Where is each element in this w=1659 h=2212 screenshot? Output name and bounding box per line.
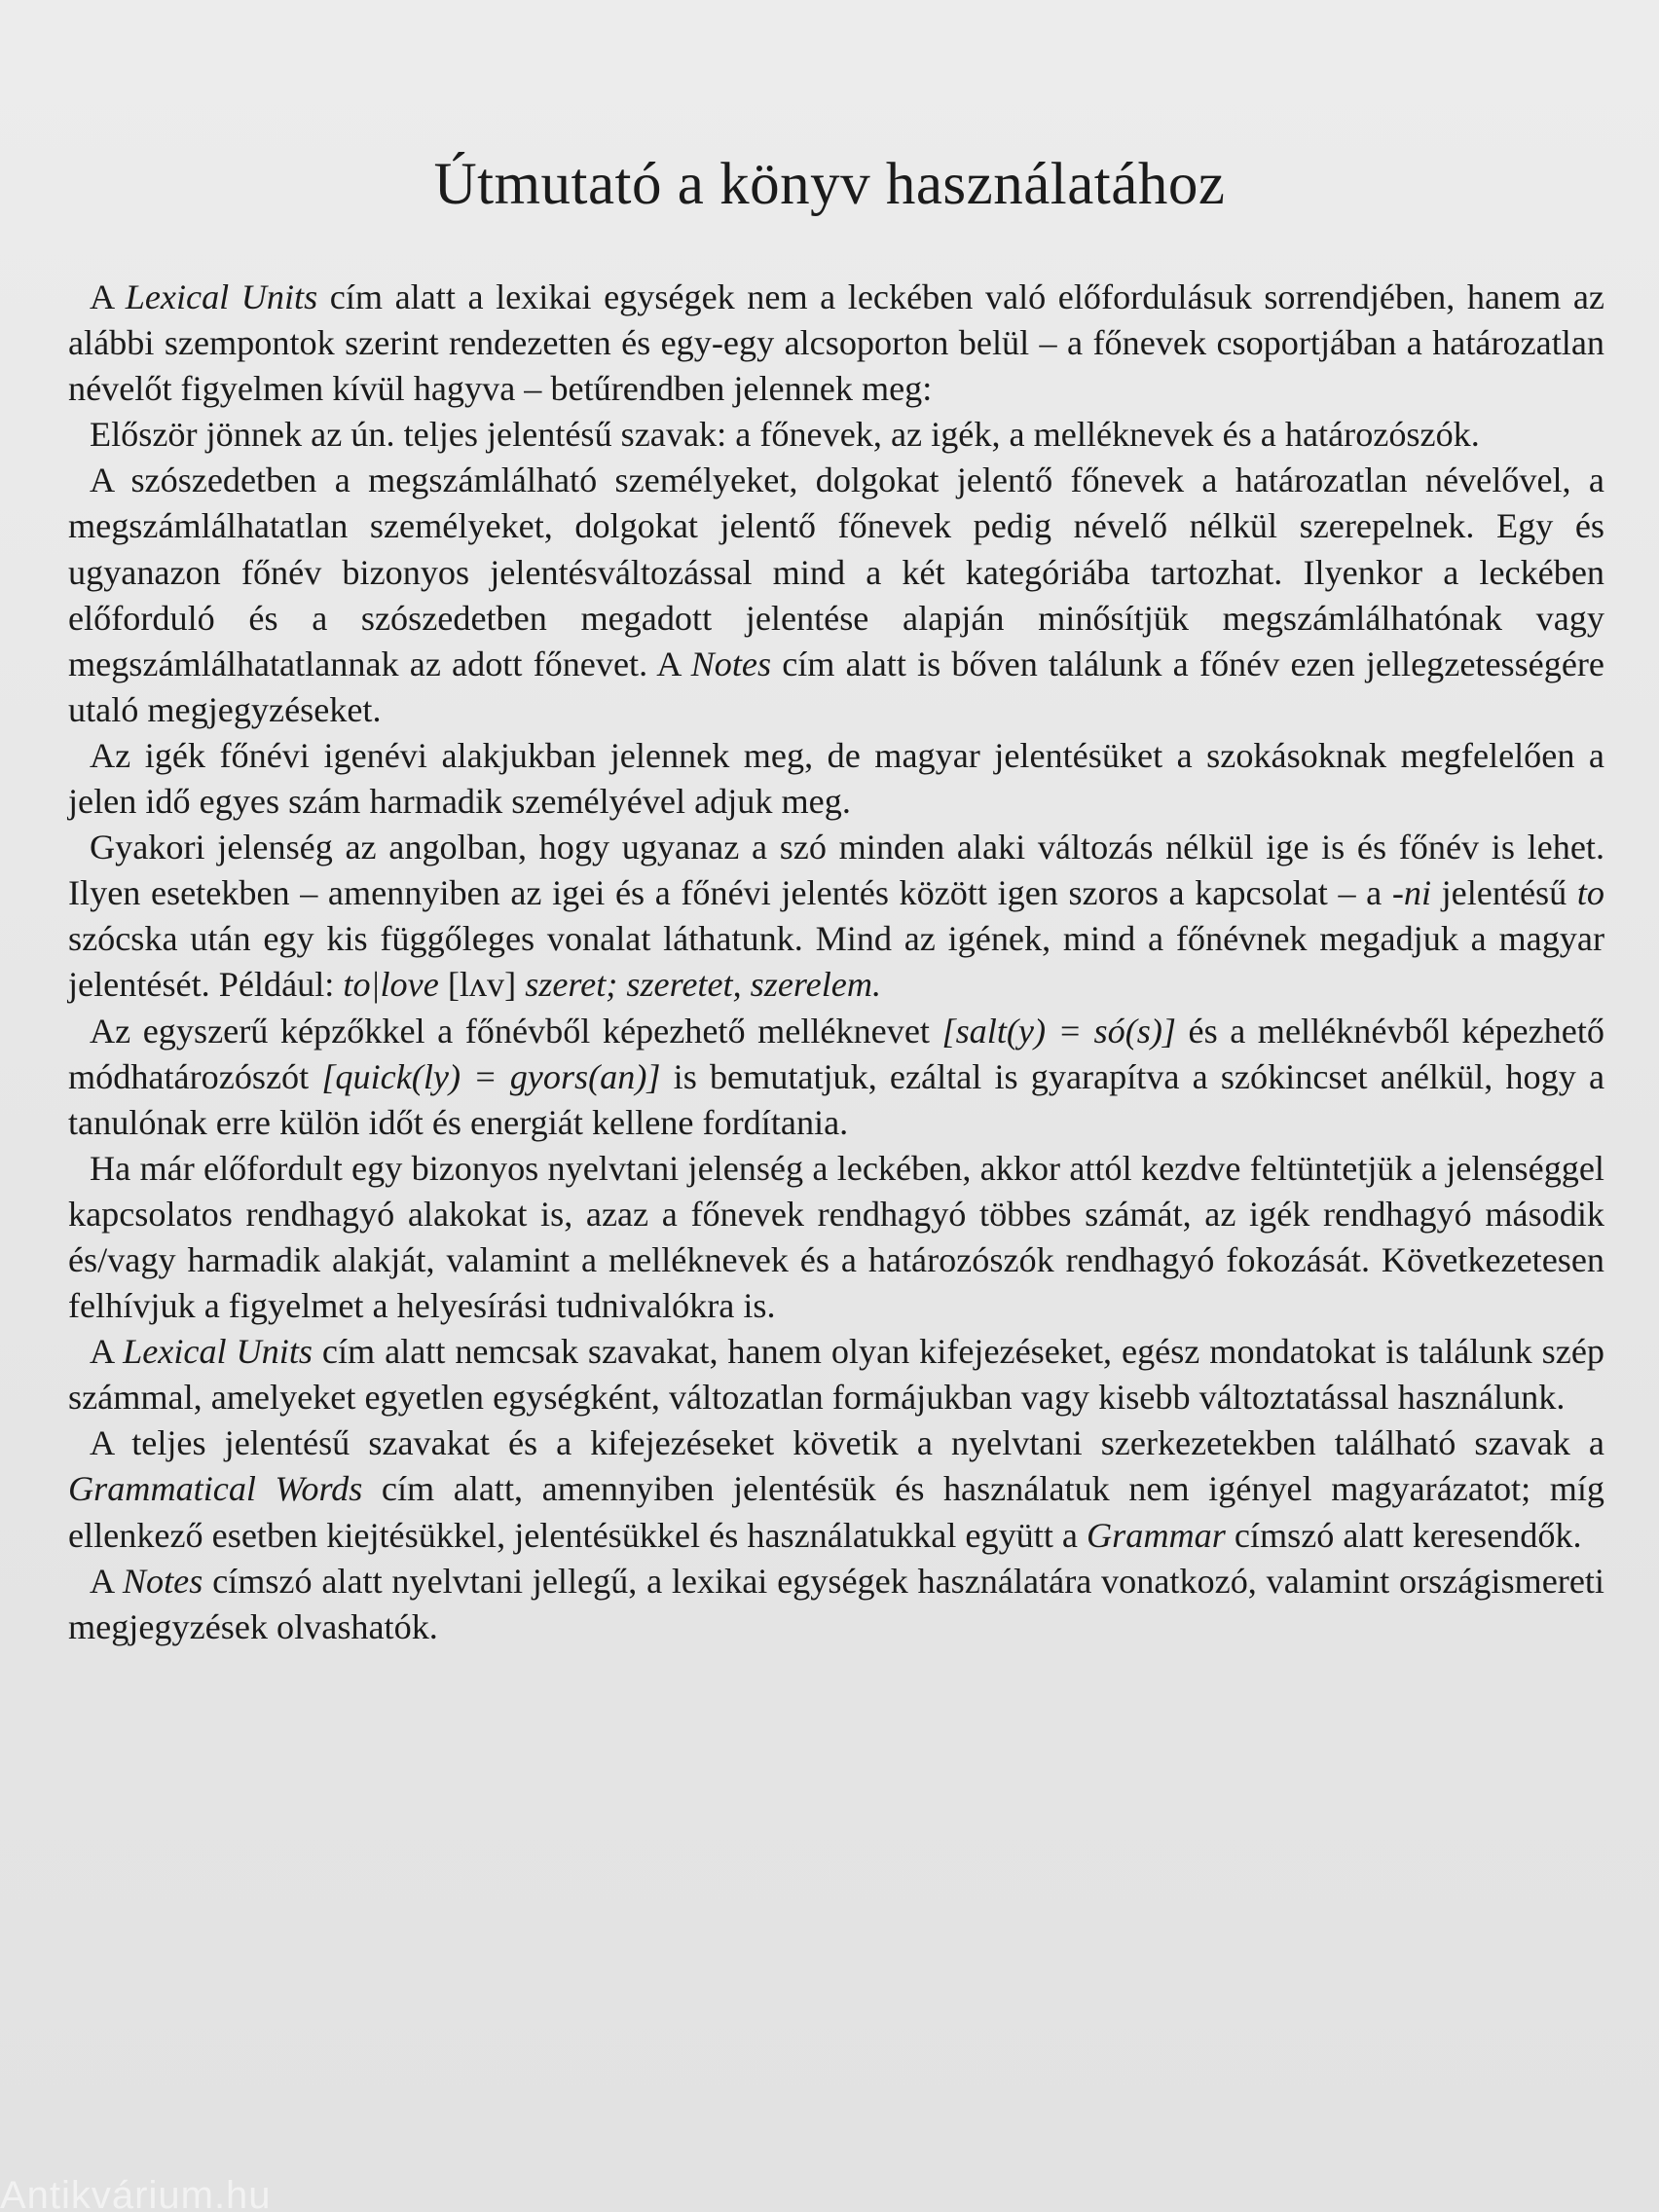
text-run: címszó alatt nyelvtani jellegű, a lexikai egységek használatára vonatkozó, valamint országismereti megjegyzések olvashatók. bbox=[68, 1561, 1604, 1646]
text-run: A szószedetben a megszámlálható személyeket, dolgokat jelentő főnevek a határozatlan névelővel, a megszámlálhatatlan személyeket, dolgokat jelentő főnevek pedig névelő nélkül szerepelnek. Egy és ugyanazon főnév bizonyos jelentésváltozással mind a két kategóriába tartozhat. Ilyenkor a leckében előforduló és a szószedetben megadott jelentése alapján minősítjük megszámlálhatónak vagy megszámlálhatatlannak az adott főnevet. A bbox=[68, 461, 1604, 683]
text-run: [lʌv] bbox=[438, 965, 526, 1005]
text-run: is bemutatjuk, ezáltal is gyarapítva a szókincset anélkül, hogy a tanulónak erre külön időt és energiát kellene fordítania. bbox=[68, 1056, 1605, 1142]
italic-term: Grammar bbox=[1087, 1515, 1226, 1555]
body-paragraph bbox=[68, 1329, 1604, 1420]
body-paragraph bbox=[68, 458, 1604, 733]
italic-term: to bbox=[1576, 873, 1604, 913]
italic-term: to|love bbox=[343, 965, 439, 1005]
page-title: Útmutató a könyv használatához bbox=[433, 152, 1226, 217]
text-run: A bbox=[90, 1561, 123, 1601]
body-paragraph bbox=[68, 1420, 1604, 1558]
italic-term: Lexical Units bbox=[125, 277, 318, 316]
text-run: A teljes jelentésű szavakat és a kifejezéseket követik a nyelvtani szerkezetekben található szavak a bbox=[90, 1423, 1604, 1463]
text-run: címszó alatt keresendők. bbox=[1225, 1515, 1582, 1555]
text-run: Az egyszerű képzőkkel a főnévből képezhető melléknevet bbox=[90, 1011, 942, 1051]
text-run: cím alatt is bőven találunk a főnév ezen jellegzetességére utaló megjegyzéseket. bbox=[68, 644, 1604, 729]
italic-term: Notes bbox=[690, 644, 772, 683]
italic-term: Notes bbox=[122, 1561, 203, 1601]
body-text bbox=[68, 275, 1604, 1650]
text-run: cím alatt nemcsak szavakat, hanem olyan kifejezéseket, egész mondatokat is találunk szép számmal, amelyeket egyetlen egységként, változatlan formájukban vagy kisebb változtatással használunk. bbox=[68, 1332, 1604, 1418]
italic-term: [quick(ly) = gyors(an)] bbox=[321, 1056, 661, 1096]
watermark: Antikvárium.hu bbox=[0, 2179, 272, 2212]
text-run: jelentésű bbox=[1431, 873, 1577, 913]
text-run: szócska után egy kis függőleges vonalat láthatunk. Mind az igének, mind a főnévnek megadjuk a magyar jelentését. Például: bbox=[68, 919, 1604, 1005]
text-run: Gyakori jelenség az angolban, hogy ugyanaz a szó minden alaki változás nélkül ige is és főnév is lehet. Ilyen esetekben – amennyiben az igei és a főnévi jelentés között igen szoros a kapcsolat – a bbox=[68, 828, 1604, 913]
body-paragraph bbox=[68, 1146, 1604, 1329]
text-run: A bbox=[90, 277, 126, 316]
italic-term: szeret; szeretet, szerelem. bbox=[525, 965, 881, 1005]
body-paragraph bbox=[68, 412, 1604, 458]
text-run: Ha már előfordult egy bizonyos nyelvtani jelenség a leckében, akkor attól kezdve feltüntetjük a jelenséggel kapcsolatos rendhagyó alakokat is, azaz a főnevek rendhagyó többes számát, az igék rendhagyó második és/vagy harmadik alakját, valamint a melléknevek és a határozószók rendhagyó fokozását. Következetesen felhívjuk a figyelmet a helyesírási tudnivalókra is. bbox=[68, 1148, 1604, 1326]
body-paragraph bbox=[68, 733, 1604, 825]
text-run: Az igék főnévi igenévi alakjukban jelennek meg, de magyar jelentésüket a szokásoknak megfelelően a jelen idő egyes szám harmadik személyével adjuk meg. bbox=[68, 735, 1604, 822]
text-run: cím alatt a lexikai egységek nem a leckében való előfordulásuk sorrendjében, hanem az alábbi szempontok szerint rendezetten és egy-egy alcsoporton belül – a főnevek csoportjában a határozatlan névelőt figyelmen kívül hagyva – betűrendben jelennek meg: bbox=[68, 277, 1604, 409]
text-run: A bbox=[90, 1332, 124, 1372]
italic-term: -ni bbox=[1391, 873, 1432, 913]
body-paragraph bbox=[68, 275, 1604, 412]
text-run: Először jönnek az ún. teljes jelentésű szavak: a főnevek, az igék, a melléknevek és a határozószók. bbox=[90, 415, 1480, 455]
italic-term: Lexical Units bbox=[123, 1332, 313, 1372]
body-paragraph bbox=[68, 825, 1604, 1008]
body-paragraph bbox=[68, 1009, 1604, 1146]
italic-term: [salt(y) = só(s)] bbox=[941, 1011, 1176, 1051]
text-run: cím alatt, amennyiben jelentésük és használatuk nem igényel magyarázatot; míg ellenkező esetben kiejtésükkel, jelentésükkel és használatukkal együtt a bbox=[68, 1469, 1604, 1555]
body-paragraph bbox=[68, 1559, 1604, 1650]
text-run: és a melléknévből képezhető módhatározószót bbox=[68, 1011, 1604, 1096]
italic-term: Grammatical Words bbox=[68, 1469, 363, 1509]
